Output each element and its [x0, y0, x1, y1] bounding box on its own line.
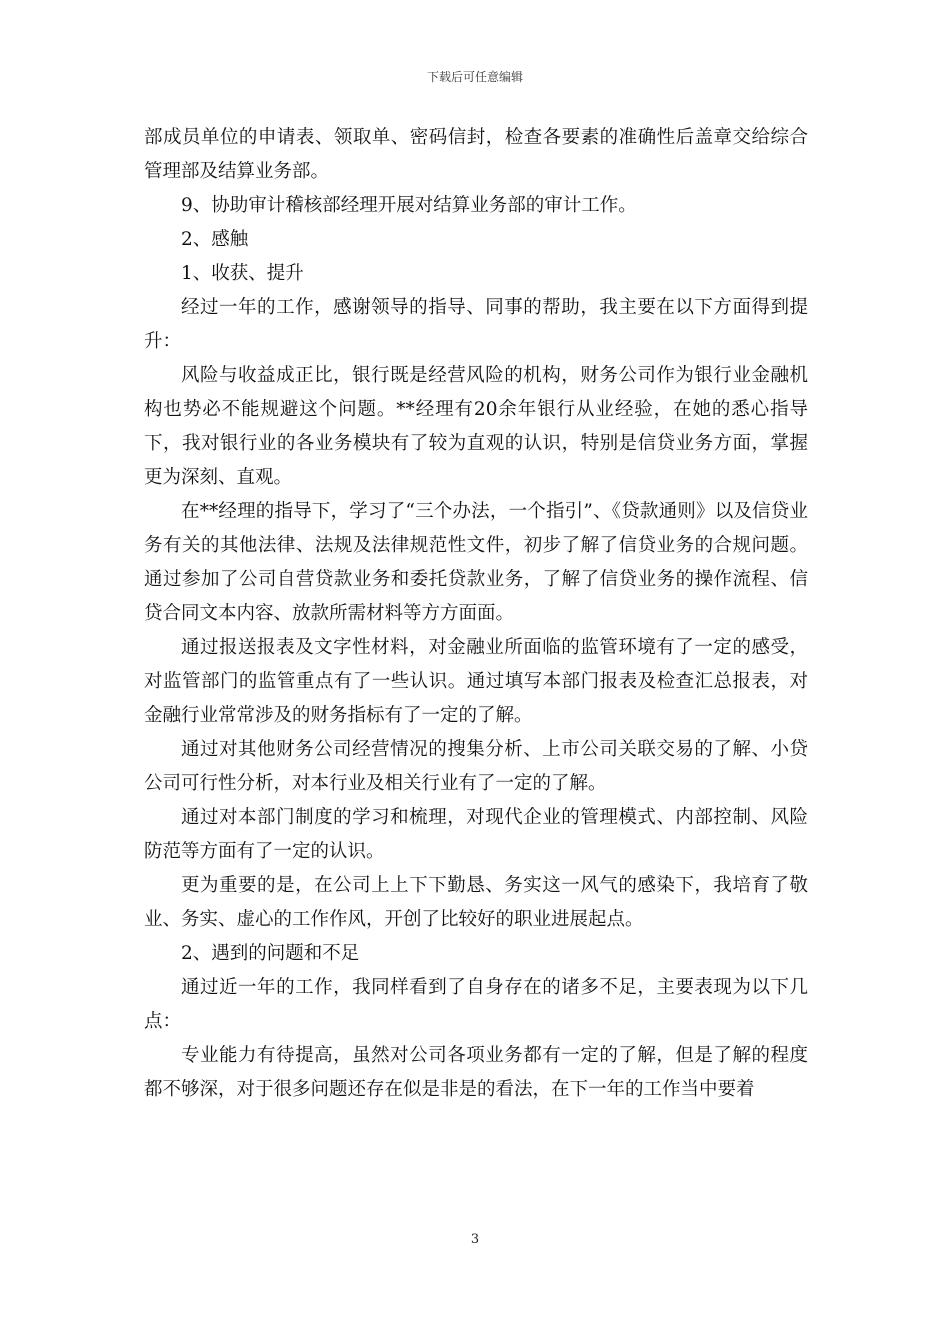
paragraph: 通过对本部门制度的学习和梳理，对现代企业的管理模式、内部控制、风险防范等方面有了一定的认识。: [144, 807, 808, 862]
paragraph-continuation: 部成员单位的申请表、领取单、密码信封，检查各要素的准确性后盖章交给综合管理部及结算业务部。: [144, 127, 808, 182]
paragraph: 通过对其他财务公司经营情况的搜集分析、上市公司关联交易的了解、小贷公司可行性分析，对本行业及相关行业有了一定的了解。: [144, 739, 808, 794]
paragraph: 专业能力有待提高，虽然对公司各项业务都有一定的了解，但是了解的程度都不够深，对于很多问题还存在似是非是的看法，在下一年的工作当中要着: [144, 1045, 808, 1100]
page-number: 3: [470, 1232, 480, 1247]
section-heading-feelings: 2、感触: [181, 229, 249, 250]
page-header: 下载后可任意编辑: [426, 70, 523, 84]
paragraph: 经过一年的工作，感谢领导的指导、同事的帮助，我主要在以下方面得到提升：: [144, 297, 808, 352]
paragraph: 风险与收益成正比，银行既是经营风险的机构，财务公司作为银行业金融机构也势必不能规避这个问题。**经理有20余年银行从业经验，在她的悉心指导下，我对银行业的各业务模块有了较为直观的认识，特别是信贷业务方面，掌握更为深刻、直观。: [144, 365, 808, 488]
paragraph: 通过近一年的工作，我同样看到了自身存在的诸多不足，主要表现为以下几点：: [144, 977, 808, 1032]
paragraph: 更为重要的是，在公司上上下下勤恳、务实这一风气的感染下，我培育了敬业、务实、虚心的工作作风，开创了比较好的职业进展起点。: [144, 875, 808, 930]
document-body: [144, 121, 808, 1107]
paragraph: 通过报送报表及文字性材料，对金融业所面临的监管环境有了一定的感受，对监管部门的监管重点有了一些认识。通过填写本部门报表及检查汇总报表，对金融行业常常涉及的财务指标有了一定的了解。: [144, 637, 808, 726]
paragraph: 在**经理的指导下，学习了“三个办法，一个指引”、《贷款通则》以及信贷业务有关的其他法律、法规及法律规范性文件，初步了解了信贷业务的合规问题。通过参加了公司自营贷款业务和委托贷款业务，了解了信贷业务的操作流程、信贷合同文本内容、放款所需材料等方方面面。: [144, 501, 808, 624]
subsection-heading-gains: 1、收获、提升: [181, 263, 304, 284]
subsection-heading-problems: 2、遇到的问题和不足: [181, 943, 360, 964]
paragraph-item-9: 9、协助审计稽核部经理开展对结算业务部的审计工作。: [181, 195, 637, 216]
